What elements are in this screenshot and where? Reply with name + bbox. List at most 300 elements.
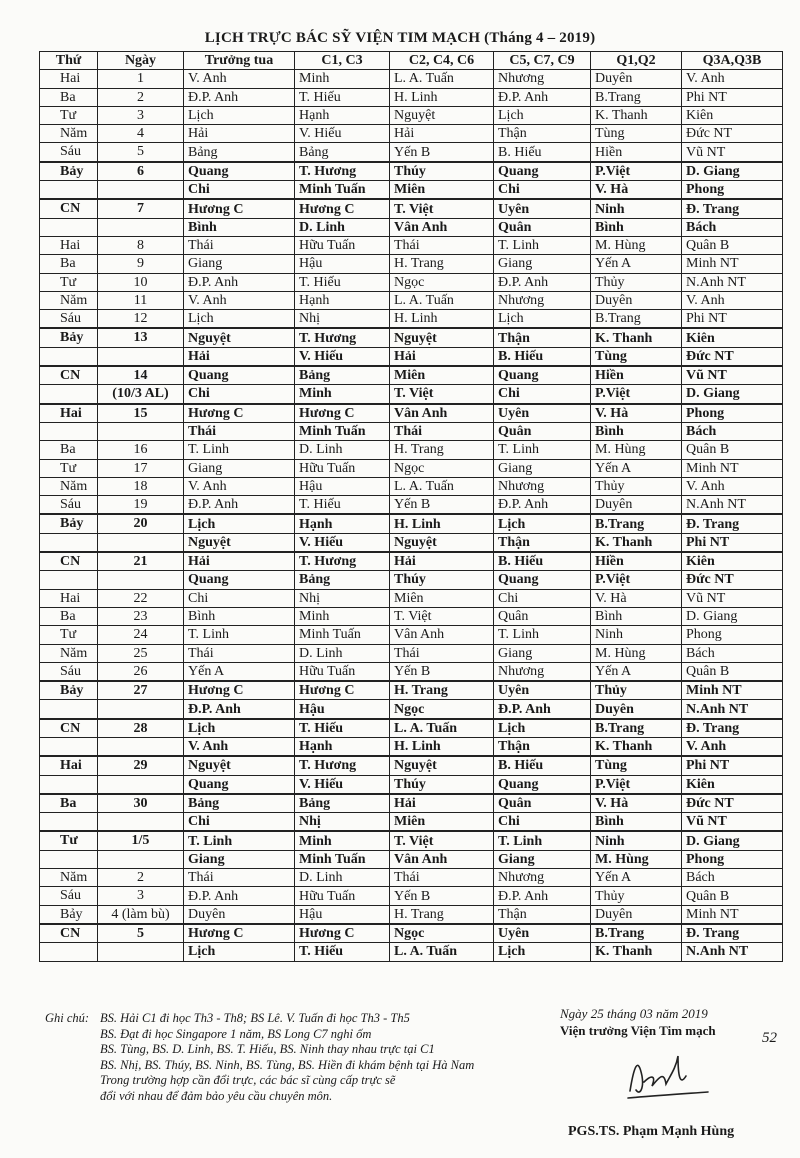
- table-row: [40, 924, 783, 943]
- table-row: [40, 143, 783, 162]
- cell-c5-c7-c9: B. Hiếu: [494, 552, 591, 571]
- cell-q3a-q3b: Vũ NT: [682, 366, 783, 385]
- cell-date: [98, 775, 184, 794]
- cell-weekday: [40, 700, 98, 719]
- table-row: [40, 644, 783, 662]
- cell-q3a-q3b: Quân B: [682, 662, 783, 681]
- cell-head-of-shift: Đ.P. Anh: [184, 700, 295, 719]
- cell-head-of-shift: Giang: [184, 255, 295, 273]
- cell-q3a-q3b: Quân B: [682, 236, 783, 254]
- header-row: [40, 52, 783, 70]
- cell-q3a-q3b: Minh NT: [682, 905, 783, 924]
- cell-weekday: Ba: [40, 255, 98, 273]
- cell-q1-q2: K. Thanh: [591, 943, 682, 961]
- cell-c1-c3: Minh: [295, 385, 390, 404]
- cell-date: 14: [98, 366, 184, 385]
- cell-date: 20: [98, 514, 184, 533]
- sign-date: Ngày 25 tháng 03 năm 2019: [560, 1006, 708, 1021]
- table-row: [40, 328, 783, 347]
- cell-c5-c7-c9: B. Hiếu: [494, 756, 591, 775]
- cell-c2-c4-c6: H. Trang: [390, 681, 494, 700]
- cell-c1-c3: Bảng: [295, 143, 390, 162]
- cell-c1-c3: T. Hương: [295, 162, 390, 181]
- cell-date: 7: [98, 199, 184, 218]
- cell-date: [98, 943, 184, 961]
- cell-q1-q2: V. Hà: [591, 404, 682, 423]
- col-header-c1-c3: C1, C3: [295, 52, 390, 70]
- cell-q3a-q3b: D. Giang: [682, 831, 783, 850]
- cell-c5-c7-c9: Chi: [494, 589, 591, 607]
- cell-c5-c7-c9: Đ.P. Anh: [494, 88, 591, 106]
- cell-weekday: [40, 533, 98, 552]
- table-row: [40, 607, 783, 625]
- cell-q1-q2: Bình: [591, 218, 682, 236]
- cell-c2-c4-c6: H. Linh: [390, 737, 494, 756]
- table-row: [40, 943, 783, 961]
- cell-date: 22: [98, 589, 184, 607]
- cell-head-of-shift: Lịch: [184, 514, 295, 533]
- cell-c1-c3: Nhị: [295, 310, 390, 329]
- cell-c5-c7-c9: Giang: [494, 850, 591, 868]
- table-row: [40, 756, 783, 775]
- cell-q1-q2: P.Việt: [591, 775, 682, 794]
- cell-c2-c4-c6: Ngọc: [390, 459, 494, 477]
- table-row: [40, 162, 783, 181]
- cell-date: 3: [98, 887, 184, 905]
- cell-c1-c3: Bảng: [295, 794, 390, 813]
- cell-weekday: CN: [40, 552, 98, 571]
- cell-head-of-shift: Lịch: [184, 106, 295, 124]
- cell-head-of-shift: Yến A: [184, 662, 295, 681]
- table-row: [40, 218, 783, 236]
- cell-q1-q2: Hiền: [591, 552, 682, 571]
- cell-head-of-shift: Bảng: [184, 143, 295, 162]
- cell-c1-c3: V. Hiếu: [295, 775, 390, 794]
- cell-q3a-q3b: Bách: [682, 422, 783, 440]
- cell-q3a-q3b: N.Anh NT: [682, 273, 783, 291]
- cell-q1-q2: B.Trang: [591, 310, 682, 329]
- cell-date: [98, 813, 184, 832]
- cell-q1-q2: Hiền: [591, 143, 682, 162]
- col-header-q3a-q3b: Q3A,Q3B: [682, 52, 783, 70]
- cell-c2-c4-c6: Vân Anh: [390, 850, 494, 868]
- table-row: [40, 477, 783, 495]
- cell-c1-c3: T. Hương: [295, 756, 390, 775]
- cell-weekday: Năm: [40, 291, 98, 309]
- cell-c1-c3: Minh: [295, 607, 390, 625]
- cell-q3a-q3b: Kiên: [682, 328, 783, 347]
- cell-weekday: Bảy: [40, 514, 98, 533]
- cell-q1-q2: K. Thanh: [591, 328, 682, 347]
- cell-c2-c4-c6: L. A. Tuấn: [390, 719, 494, 738]
- cell-weekday: CN: [40, 719, 98, 738]
- cell-date: 1/5: [98, 831, 184, 850]
- cell-head-of-shift: Thái: [184, 236, 295, 254]
- cell-q1-q2: V. Hà: [591, 589, 682, 607]
- table-row: [40, 700, 783, 719]
- cell-date: [98, 850, 184, 868]
- col-header-c5-c7-c9: C5, C7, C9: [494, 52, 591, 70]
- cell-c1-c3: Hậu: [295, 700, 390, 719]
- cell-head-of-shift: T. Linh: [184, 831, 295, 850]
- table-row: [40, 273, 783, 291]
- cell-c1-c3: Nhị: [295, 589, 390, 607]
- table-row: [40, 255, 783, 273]
- cell-c2-c4-c6: Thái: [390, 236, 494, 254]
- cell-c2-c4-c6: Yến B: [390, 496, 494, 515]
- cell-c1-c3: Minh Tuấn: [295, 181, 390, 200]
- cell-date: 5: [98, 924, 184, 943]
- cell-c1-c3: Hương C: [295, 404, 390, 423]
- cell-date: 9: [98, 255, 184, 273]
- cell-date: 21: [98, 552, 184, 571]
- cell-c5-c7-c9: Quân: [494, 607, 591, 625]
- cell-q3a-q3b: N.Anh NT: [682, 943, 783, 961]
- cell-weekday: Bảy: [40, 905, 98, 924]
- cell-weekday: Tư: [40, 831, 98, 850]
- cell-head-of-shift: Đ.P. Anh: [184, 496, 295, 515]
- cell-c2-c4-c6: T. Việt: [390, 385, 494, 404]
- cell-weekday: [40, 775, 98, 794]
- cell-date: [98, 422, 184, 440]
- table-row: [40, 514, 783, 533]
- cell-date: 11: [98, 291, 184, 309]
- table-row: [40, 385, 783, 404]
- cell-c2-c4-c6: L. A. Tuấn: [390, 943, 494, 961]
- cell-head-of-shift: Chi: [184, 181, 295, 200]
- cell-c1-c3: Hậu: [295, 255, 390, 273]
- cell-q3a-q3b: Đ. Trang: [682, 924, 783, 943]
- cell-head-of-shift: Bảng: [184, 794, 295, 813]
- cell-q1-q2: Ninh: [591, 199, 682, 218]
- cell-date: 23: [98, 607, 184, 625]
- cell-weekday: Hai: [40, 236, 98, 254]
- cell-q1-q2: M. Hùng: [591, 441, 682, 459]
- cell-head-of-shift: Lịch: [184, 719, 295, 738]
- table-row: [40, 737, 783, 756]
- cell-c2-c4-c6: Nguyệt: [390, 328, 494, 347]
- cell-head-of-shift: Hải: [184, 347, 295, 366]
- cell-date: 24: [98, 626, 184, 644]
- cell-weekday: Năm: [40, 644, 98, 662]
- cell-c1-c3: Hạnh: [295, 514, 390, 533]
- cell-head-of-shift: Nguyệt: [184, 756, 295, 775]
- cell-c1-c3: T. Hiếu: [295, 943, 390, 961]
- cell-q3a-q3b: D. Giang: [682, 607, 783, 625]
- table-row: [40, 310, 783, 329]
- cell-head-of-shift: Lịch: [184, 310, 295, 329]
- cell-c2-c4-c6: Yến B: [390, 887, 494, 905]
- cell-c1-c3: Nhị: [295, 813, 390, 832]
- cell-q3a-q3b: Phong: [682, 181, 783, 200]
- page-mark: 52: [762, 1030, 777, 1046]
- cell-head-of-shift: Bình: [184, 218, 295, 236]
- table-row: [40, 887, 783, 905]
- cell-c1-c3: Minh: [295, 831, 390, 850]
- cell-c1-c3: Hạnh: [295, 737, 390, 756]
- cell-weekday: [40, 943, 98, 961]
- cell-date: 1: [98, 70, 184, 88]
- cell-c1-c3: T. Hiếu: [295, 273, 390, 291]
- cell-c5-c7-c9: Nhương: [494, 291, 591, 309]
- cell-q3a-q3b: Vũ NT: [682, 589, 783, 607]
- cell-q3a-q3b: V. Anh: [682, 477, 783, 495]
- cell-head-of-shift: Hương C: [184, 681, 295, 700]
- cell-q1-q2: Yến A: [591, 459, 682, 477]
- cell-c2-c4-c6: Yến B: [390, 143, 494, 162]
- cell-c1-c3: Hữu Tuấn: [295, 236, 390, 254]
- cell-c5-c7-c9: T. Linh: [494, 626, 591, 644]
- cell-c2-c4-c6: Vân Anh: [390, 218, 494, 236]
- cell-c1-c3: Hương C: [295, 924, 390, 943]
- cell-date: 13: [98, 328, 184, 347]
- cell-q1-q2: M. Hùng: [591, 850, 682, 868]
- cell-q1-q2: Bình: [591, 607, 682, 625]
- cell-weekday: [40, 571, 98, 589]
- cell-head-of-shift: T. Linh: [184, 626, 295, 644]
- cell-weekday: Ba: [40, 441, 98, 459]
- cell-c1-c3: Minh Tuấn: [295, 422, 390, 440]
- cell-c2-c4-c6: H. Linh: [390, 310, 494, 329]
- cell-c1-c3: T. Hiếu: [295, 719, 390, 738]
- cell-c5-c7-c9: Uyên: [494, 924, 591, 943]
- cell-c5-c7-c9: Quân: [494, 794, 591, 813]
- cell-date: [98, 737, 184, 756]
- cell-q3a-q3b: Đ. Trang: [682, 514, 783, 533]
- cell-q1-q2: Tùng: [591, 347, 682, 366]
- cell-q3a-q3b: V. Anh: [682, 291, 783, 309]
- cell-q1-q2: Ninh: [591, 831, 682, 850]
- cell-c1-c3: T. Hiếu: [295, 88, 390, 106]
- cell-head-of-shift: Chi: [184, 385, 295, 404]
- note-line: BS. Hải C1 đi học Th3 - Th8; BS Lê. V. Tuấn đi học Th3 - Th5: [100, 1011, 410, 1025]
- cell-q1-q2: B.Trang: [591, 719, 682, 738]
- cell-c2-c4-c6: Nguyệt: [390, 533, 494, 552]
- cell-date: 15: [98, 404, 184, 423]
- cell-c5-c7-c9: Thận: [494, 328, 591, 347]
- cell-head-of-shift: Duyên: [184, 905, 295, 924]
- cell-weekday: [40, 385, 98, 404]
- cell-c5-c7-c9: T. Linh: [494, 831, 591, 850]
- cell-c5-c7-c9: Quân: [494, 218, 591, 236]
- cell-c1-c3: Minh: [295, 70, 390, 88]
- cell-c5-c7-c9: Lịch: [494, 106, 591, 124]
- cell-c1-c3: Bảng: [295, 571, 390, 589]
- cell-c2-c4-c6: Thúy: [390, 162, 494, 181]
- cell-q3a-q3b: Quân B: [682, 887, 783, 905]
- cell-q1-q2: Bình: [591, 422, 682, 440]
- cell-c5-c7-c9: Uyên: [494, 681, 591, 700]
- cell-date: 4: [98, 125, 184, 143]
- cell-q1-q2: P.Việt: [591, 162, 682, 181]
- cell-date: [98, 181, 184, 200]
- cell-q3a-q3b: Đức NT: [682, 125, 783, 143]
- table-row: [40, 441, 783, 459]
- cell-weekday: Sáu: [40, 143, 98, 162]
- cell-head-of-shift: Quang: [184, 775, 295, 794]
- cell-c1-c3: V. Hiếu: [295, 347, 390, 366]
- table-row: [40, 813, 783, 832]
- cell-q1-q2: K. Thanh: [591, 737, 682, 756]
- cell-q3a-q3b: Bách: [682, 644, 783, 662]
- cell-c1-c3: D. Linh: [295, 869, 390, 887]
- cell-head-of-shift: Nguyệt: [184, 533, 295, 552]
- cell-date: 10: [98, 273, 184, 291]
- cell-c2-c4-c6: H. Trang: [390, 905, 494, 924]
- cell-q1-q2: Ninh: [591, 626, 682, 644]
- cell-c5-c7-c9: Lịch: [494, 943, 591, 961]
- cell-c1-c3: V. Hiếu: [295, 533, 390, 552]
- cell-q3a-q3b: Minh NT: [682, 459, 783, 477]
- cell-date: 3: [98, 106, 184, 124]
- cell-head-of-shift: V. Anh: [184, 291, 295, 309]
- cell-c5-c7-c9: Uyên: [494, 404, 591, 423]
- note-line: BS. Đạt đi học Singapore 1 năm, BS Long C7 nghỉ ốm: [100, 1026, 372, 1041]
- cell-q3a-q3b: Minh NT: [682, 255, 783, 273]
- cell-c5-c7-c9: Quang: [494, 366, 591, 385]
- cell-q3a-q3b: Đ. Trang: [682, 199, 783, 218]
- cell-c2-c4-c6: Thái: [390, 644, 494, 662]
- cell-q3a-q3b: Kiên: [682, 775, 783, 794]
- cell-c2-c4-c6: Ngọc: [390, 273, 494, 291]
- cell-c1-c3: D. Linh: [295, 644, 390, 662]
- cell-c5-c7-c9: Quang: [494, 162, 591, 181]
- cell-q1-q2: Thủy: [591, 477, 682, 495]
- cell-q3a-q3b: Phong: [682, 850, 783, 868]
- table-row: [40, 831, 783, 850]
- cell-c2-c4-c6: Vân Anh: [390, 626, 494, 644]
- table-row: [40, 681, 783, 700]
- table-row: [40, 366, 783, 385]
- cell-q1-q2: Tùng: [591, 125, 682, 143]
- cell-weekday: [40, 218, 98, 236]
- handwritten-signature: [620, 1046, 710, 1106]
- cell-date: [98, 700, 184, 719]
- cell-head-of-shift: Đ.P. Anh: [184, 88, 295, 106]
- note-line: BS. Tùng, BS. D. Linh, BS. T. Hiếu, BS. Ninh thay nhau trực tại C1: [100, 1042, 435, 1056]
- cell-q1-q2: Yến A: [591, 662, 682, 681]
- cell-weekday: Năm: [40, 477, 98, 495]
- cell-c2-c4-c6: Vân Anh: [390, 404, 494, 423]
- cell-q1-q2: Thủy: [591, 273, 682, 291]
- cell-head-of-shift: Lịch: [184, 943, 295, 961]
- cell-c5-c7-c9: Uyên: [494, 199, 591, 218]
- cell-c2-c4-c6: Miên: [390, 366, 494, 385]
- cell-weekday: CN: [40, 924, 98, 943]
- cell-date: 4 (làm bù): [98, 905, 184, 924]
- note-line: Trong trường hợp cần đổi trực, các bác sĩ cùng cấp trực sẽ: [100, 1073, 396, 1087]
- cell-q1-q2: M. Hùng: [591, 644, 682, 662]
- table-row: [40, 775, 783, 794]
- cell-weekday: CN: [40, 366, 98, 385]
- cell-date: 25: [98, 644, 184, 662]
- cell-c2-c4-c6: Thái: [390, 422, 494, 440]
- cell-q3a-q3b: Bách: [682, 218, 783, 236]
- col-header-head-of-shift: Trưởng tua: [184, 52, 295, 70]
- cell-q3a-q3b: Minh NT: [682, 681, 783, 700]
- cell-q3a-q3b: Đ. Trang: [682, 719, 783, 738]
- cell-c5-c7-c9: Nhương: [494, 662, 591, 681]
- cell-q1-q2: B.Trang: [591, 924, 682, 943]
- cell-c5-c7-c9: T. Linh: [494, 441, 591, 459]
- cell-head-of-shift: Chi: [184, 589, 295, 607]
- cell-weekday: [40, 813, 98, 832]
- cell-c5-c7-c9: Chi: [494, 385, 591, 404]
- cell-weekday: Tư: [40, 459, 98, 477]
- cell-weekday: [40, 737, 98, 756]
- cell-c2-c4-c6: H. Linh: [390, 514, 494, 533]
- table-row: [40, 794, 783, 813]
- cell-q3a-q3b: Kiên: [682, 552, 783, 571]
- cell-c5-c7-c9: Đ.P. Anh: [494, 887, 591, 905]
- cell-date: 28: [98, 719, 184, 738]
- cell-q1-q2: Duyên: [591, 700, 682, 719]
- cell-q3a-q3b: Phi NT: [682, 756, 783, 775]
- cell-head-of-shift: Giang: [184, 850, 295, 868]
- cell-q3a-q3b: Phi NT: [682, 310, 783, 329]
- cell-c2-c4-c6: Hải: [390, 347, 494, 366]
- cell-q3a-q3b: Đức NT: [682, 794, 783, 813]
- signer-title: Viện trưởng Viện Tim mạch: [560, 1023, 716, 1038]
- cell-date: (10/3 AL): [98, 385, 184, 404]
- cell-head-of-shift: Chi: [184, 813, 295, 832]
- cell-weekday: Bảy: [40, 328, 98, 347]
- cell-c1-c3: Hương C: [295, 681, 390, 700]
- cell-q3a-q3b: N.Anh NT: [682, 700, 783, 719]
- cell-date: [98, 347, 184, 366]
- note-line: đổi với nhau để đảm bảo yêu cầu chuyên môn.: [100, 1088, 333, 1103]
- cell-weekday: Sáu: [40, 310, 98, 329]
- cell-c2-c4-c6: T. Việt: [390, 199, 494, 218]
- cell-c5-c7-c9: Nhương: [494, 70, 591, 88]
- cell-date: [98, 533, 184, 552]
- table-row: [40, 850, 783, 868]
- cell-c5-c7-c9: B. Hiếu: [494, 347, 591, 366]
- cell-c5-c7-c9: Đ.P. Anh: [494, 273, 591, 291]
- table-row: [40, 422, 783, 440]
- cell-date: 30: [98, 794, 184, 813]
- cell-q3a-q3b: Phi NT: [682, 533, 783, 552]
- cell-c1-c3: Minh Tuấn: [295, 626, 390, 644]
- cell-date: 16: [98, 441, 184, 459]
- cell-c2-c4-c6: Nguyệt: [390, 106, 494, 124]
- cell-c2-c4-c6: Nguyệt: [390, 756, 494, 775]
- cell-c1-c3: T. Hương: [295, 552, 390, 571]
- cell-date: 27: [98, 681, 184, 700]
- table-row: [40, 905, 783, 924]
- cell-q1-q2: Thủy: [591, 887, 682, 905]
- table-row: [40, 589, 783, 607]
- cell-weekday: Hai: [40, 70, 98, 88]
- notes-block: [45, 1011, 525, 1104]
- table-row: [40, 106, 783, 124]
- signer-name: PGS.TS. Phạm Mạnh Hùng: [568, 1124, 735, 1139]
- cell-weekday: Sáu: [40, 496, 98, 515]
- cell-date: 29: [98, 756, 184, 775]
- cell-weekday: Bảy: [40, 162, 98, 181]
- cell-weekday: Ba: [40, 88, 98, 106]
- cell-q1-q2: Duyên: [591, 291, 682, 309]
- cell-q1-q2: V. Hà: [591, 181, 682, 200]
- cell-c1-c3: T. Hiếu: [295, 496, 390, 515]
- cell-c5-c7-c9: Giang: [494, 644, 591, 662]
- cell-c2-c4-c6: Miên: [390, 813, 494, 832]
- cell-weekday: Ba: [40, 607, 98, 625]
- cell-c1-c3: V. Hiếu: [295, 125, 390, 143]
- col-header-date: Ngày: [98, 52, 184, 70]
- cell-q1-q2: Duyên: [591, 496, 682, 515]
- cell-c1-c3: Hậu: [295, 477, 390, 495]
